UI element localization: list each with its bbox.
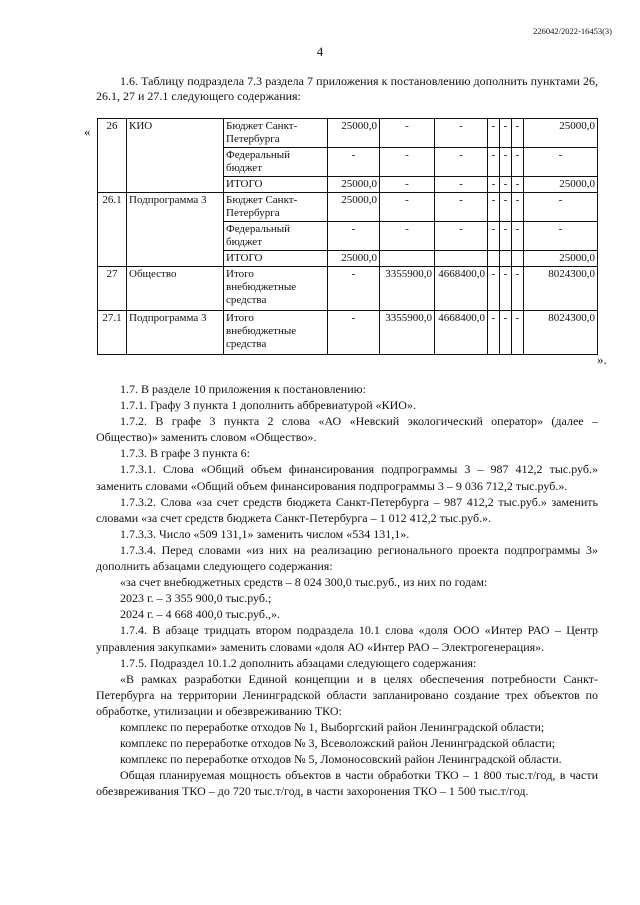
table-cell: 25000,0 — [328, 177, 380, 193]
table-cell: - — [328, 311, 380, 355]
table-cell: Подпрограмма 3 — [127, 193, 224, 267]
body-paragraph: 1.7.4. В абзаце тридцать втором подраздела 10.1 слова «доля ООО «Интер РАО – Центр управления закупками» заменить словами «доля АО «Интер РАО – Электрогенерация». — [96, 623, 598, 654]
table-cell: - — [512, 119, 524, 148]
table-cell: - — [500, 119, 512, 148]
body-paragraph: 1.7.2. В графе 3 пункта 2 слова «АО «Невский экологический оператор» (далее – Общество)» заменить словом «Общество». — [96, 414, 598, 445]
body-paragraph: комплекс по переработке отходов № 3, Всеволожский район Ленинградской области; — [120, 736, 556, 751]
table-row — [98, 267, 598, 311]
table-cell: - — [512, 311, 524, 355]
body-paragraph: 1.7.3.3. Число «509 131,1» заменить числом «534 131,1». — [120, 526, 410, 541]
table-cell: Подпрограмма 3 — [127, 311, 224, 355]
table-cell: - — [524, 222, 598, 251]
table-cell: - — [380, 119, 435, 148]
table-cell: - — [435, 193, 488, 222]
body-paragraph: 1.7. В разделе 10 приложения к постановлению: — [120, 382, 366, 396]
body-paragraph: «за счет внебюджетных средств – 8 024 300,0 тыс.руб., из них по годам: — [120, 575, 488, 590]
table-row — [98, 119, 598, 148]
table-cell: - — [488, 119, 500, 148]
table-cell: - — [328, 222, 380, 251]
table-cell: - — [488, 222, 500, 251]
quote-close: ». — [597, 352, 607, 367]
table-cell: - — [500, 193, 512, 222]
table-cell: - — [488, 311, 500, 355]
table-cell: ИТОГО — [224, 251, 328, 267]
table-cell: Итого внебюджетные средства — [224, 267, 328, 311]
table-cell: Общество — [127, 267, 224, 311]
table-cell: 25000,0 — [524, 177, 598, 193]
table-cell: - — [500, 311, 512, 355]
table-row — [98, 193, 598, 222]
table-cell: - — [488, 177, 500, 193]
table-cell: - — [524, 193, 598, 222]
table-cell: 4668400,0 — [435, 311, 488, 355]
body-paragraph: Общая планируемая мощность объектов в части обработки ТКО – 1 800 тыс.т/год, в части обезвреживания ТКО – до 720 тыс.т/год, в части захоронения ТКО – 1 500 тыс.т/год. — [96, 768, 598, 799]
table-cell: 27.1 — [98, 311, 127, 355]
table-cell: - — [500, 148, 512, 177]
table-cell: Федеральный бюджет — [224, 222, 328, 251]
body-paragraph: 1.7.3. В графе 3 пункта 6: — [120, 446, 250, 461]
table-cell: 3355900,0 — [380, 267, 435, 311]
intro-block — [96, 74, 598, 104]
table-cell: КИО — [127, 119, 224, 193]
body-text — [96, 381, 598, 799]
table-cell: - — [488, 267, 500, 311]
financing-table — [97, 118, 598, 355]
table-cell: 3355900,0 — [380, 311, 435, 355]
table-cell: - — [328, 267, 380, 311]
table-cell: - — [435, 222, 488, 251]
body-paragraph: 2024 г. – 4 668 400,0 тыс.руб.,». — [120, 607, 280, 622]
table-body — [98, 119, 598, 355]
body-paragraph: комплекс по переработке отходов № 5, Ломоносовский район Ленинградской области. — [120, 752, 562, 767]
table-cell: - — [488, 193, 500, 222]
table-cell — [488, 251, 500, 267]
table-cell: Итого внебюджетные средства — [224, 311, 328, 355]
page-number: 4 — [316, 44, 324, 59]
table-cell: 25000,0 — [328, 251, 380, 267]
table-cell — [500, 251, 512, 267]
body-paragraph: 1.7.1. Графу 3 пункта 1 дополнить аббревиатурой «КИО». — [120, 398, 416, 413]
table-cell: - — [512, 193, 524, 222]
table-cell: - — [435, 148, 488, 177]
table-cell: - — [512, 267, 524, 311]
table-cell: 25000,0 — [524, 119, 598, 148]
table-row — [98, 311, 598, 355]
table-cell — [380, 251, 435, 267]
body-paragraph: «В рамках разработки Единой концепции и в целях обеспечения потребности Санкт-Петербурга на территории Ленинградской области запланировано создание трех объектов по обработке, утилизации и обезвреживанию ТКО: — [96, 671, 598, 718]
table-cell: Бюджет Санкт-Петербурга — [224, 119, 328, 148]
body-paragraph: 1.7.3.4. Перед словами «из них на реализацию регионального проекта подпрограммы 3» дополнить абзацами следующего содержания: — [96, 542, 598, 574]
table-cell: ИТОГО — [224, 177, 328, 193]
document-number: 226042/2022-16453(3) — [533, 26, 612, 36]
table-cell: - — [435, 119, 488, 148]
table-cell: 8024300,0 — [524, 267, 598, 311]
table-cell: 25000,0 — [328, 193, 380, 222]
table-cell: 26 — [98, 119, 127, 193]
table-cell: - — [512, 177, 524, 193]
quote-open: « — [84, 124, 91, 139]
table-cell: - — [380, 193, 435, 222]
table-cell: 27 — [98, 267, 127, 311]
body-paragraph: 1.7.3.2. Слова «за счет средств бюджета Санкт-Петербурга – 987 412,2 тыс.руб.» заменить словами «за счет средств бюджета Санкт-Петербурга – 1 012 412,2 тыс.руб.». — [96, 494, 598, 525]
body-paragraph: 1.7.3.1. Слова «Общий объем финансирования подпрограммы 3 – 987 412,2 тыс.руб.» заменить словами «Общий объем финансирования подпрограммы 3 – 9 036 712,2 тыс.руб.». — [96, 462, 598, 493]
body-paragraph: комплекс по переработке отходов № 1, Выборгский район Ленинградской области; — [120, 719, 545, 734]
table-cell: - — [512, 222, 524, 251]
table-cell: 4668400,0 — [435, 267, 488, 311]
table-cell: - — [488, 148, 500, 177]
table-cell: Бюджет Санкт-Петербурга — [224, 193, 328, 222]
body-paragraph: 1.7.5. Подраздел 10.1.2 дополнить абзацами следующего содержания: — [120, 655, 477, 670]
table-cell — [435, 251, 488, 267]
table-cell: Федеральный бюджет — [224, 148, 328, 177]
table-cell: 25000,0 — [524, 251, 598, 267]
table-cell: - — [328, 148, 380, 177]
table-cell: 26.1 — [98, 193, 127, 267]
intro-paragraph: 1.6. Таблицу подраздела 7.3 раздела 7 приложения к постановлению дополнить пунктами 26, 26.1, 27 и 27.1 следующего содержания: — [96, 74, 598, 103]
table-cell: 25000,0 — [328, 119, 380, 148]
body-paragraph: 2023 г. – 3 355 900,0 тыс.руб.; — [120, 591, 272, 606]
table-cell — [512, 251, 524, 267]
table-cell: - — [500, 177, 512, 193]
table-cell: 8024300,0 — [524, 311, 598, 355]
table-cell: - — [500, 222, 512, 251]
table-cell: - — [380, 148, 435, 177]
table-cell: - — [512, 148, 524, 177]
table-cell: - — [380, 177, 435, 193]
table-cell: - — [435, 177, 488, 193]
table-cell: - — [524, 148, 598, 177]
table-cell: - — [380, 222, 435, 251]
table-cell: - — [500, 267, 512, 311]
